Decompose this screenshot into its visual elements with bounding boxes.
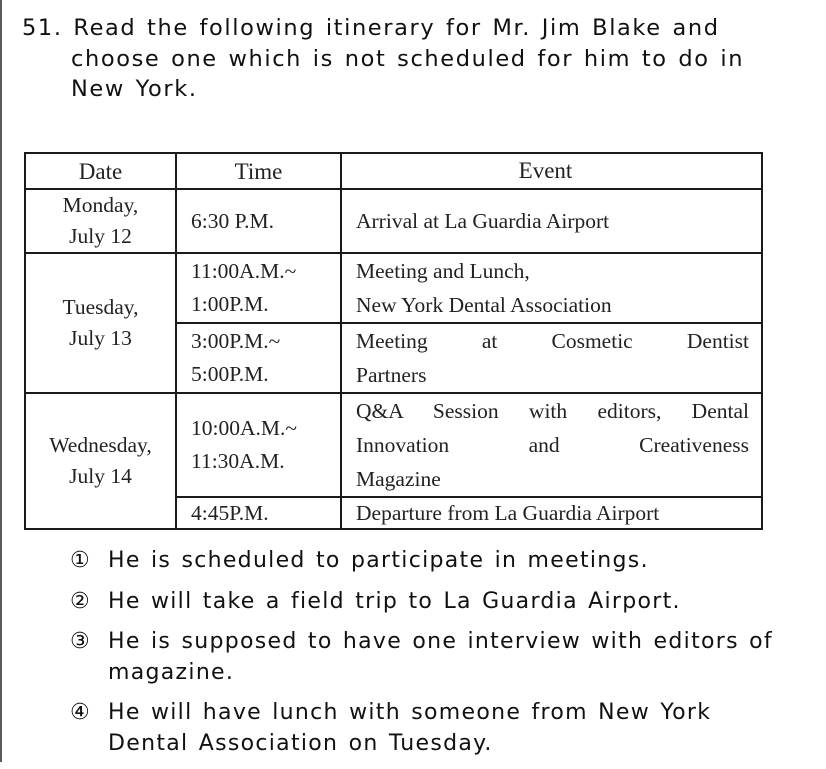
date-cell-tuesday: Tuesday, July 13 (25, 253, 176, 393)
date-cell-wednesday: Wednesday, July 14 (25, 393, 176, 529)
question-line-2: choose one which is not scheduled for him to do in (71, 45, 745, 72)
page-left-border (0, 0, 2, 762)
question-number: 51. (22, 15, 63, 41)
table-row (25, 253, 762, 323)
table-header-row (25, 153, 762, 189)
option-marker: ③ (70, 629, 92, 654)
option-marker: ② (70, 588, 92, 614)
time-cell: 6:30 P.M. (176, 189, 341, 253)
question-stem (22, 13, 745, 105)
option-1[interactable] (70, 546, 780, 577)
event-cell: Meeting at Cosmetic Dentist Partners (341, 323, 762, 393)
question-line-1: 51. Read the following itinerary for Mr. Jim Blake and (22, 15, 720, 41)
event-cell: Arrival at La Guardia Airport (341, 189, 762, 253)
option-2[interactable] (70, 587, 780, 618)
option-text: He is scheduled to participate in meetings. (108, 548, 649, 573)
option-4[interactable] (70, 698, 780, 759)
option-3[interactable] (70, 627, 780, 688)
option-text: He will have lunch with someone from New York Dental Association on Tuesday. (108, 700, 712, 756)
time-cell: 11:00A.M.~ 1:00P.M. (176, 253, 341, 323)
time-cell: 4:45P.M. (176, 497, 341, 529)
header-date: Date (25, 153, 176, 189)
event-cell: Departure from La Guardia Airport (341, 497, 762, 529)
time-cell: 10:00A.M.~ 11:30A.M. (176, 393, 341, 497)
header-time: Time (176, 153, 341, 189)
question-line-3: New York. (71, 76, 198, 102)
answer-options (70, 546, 780, 769)
option-text: He is supposed to have one interview with editors of magazine. (108, 629, 773, 685)
itinerary-table (24, 152, 763, 530)
event-cell: Q&A Session with editors, Dental Innovation and Creativeness Magazine (341, 393, 762, 497)
time-cell: 3:00P.M.~ 5:00P.M. (176, 323, 341, 393)
table-row (25, 189, 762, 253)
option-marker: ① (70, 548, 92, 573)
event-cell: Meeting and Lunch, New York Dental Association (341, 253, 762, 323)
table-row (25, 393, 762, 497)
header-event: Event (341, 153, 762, 189)
date-cell-monday: Monday, July 12 (25, 189, 176, 253)
option-text: He will take a field trip to La Guardia Airport. (108, 588, 681, 614)
option-marker: ④ (70, 700, 92, 725)
